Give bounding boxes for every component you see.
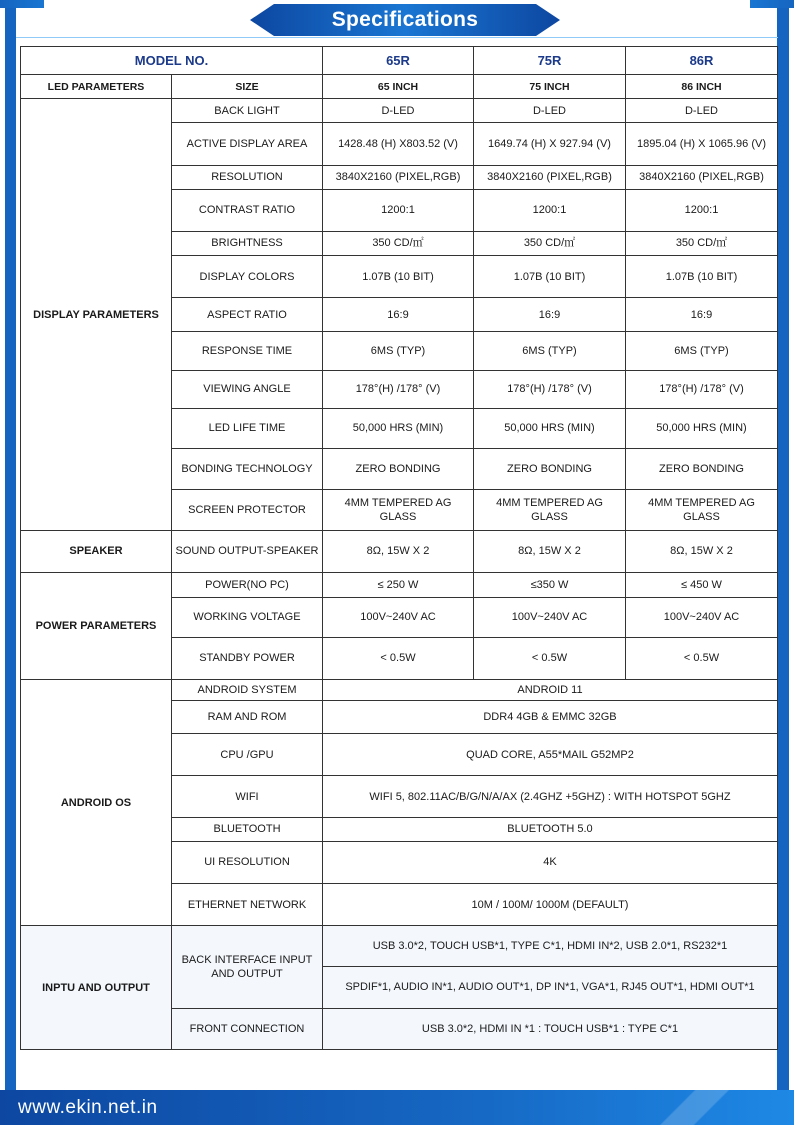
param-label: CONTRAST RATIO: [172, 189, 323, 231]
header-rule: [16, 37, 778, 38]
value-all-models: 10M / 100M/ 1000M (DEFAULT): [323, 883, 778, 925]
value-86r: D-LED: [626, 99, 778, 123]
value-all-models: USB 3.0*2, HDMI IN *1 : TOUCH USB*1 : TYPE C*1: [323, 1008, 778, 1049]
param-label: BACK INTERFACE INPUT AND OUTPUT: [172, 926, 323, 1008]
value-75r: 1.07B (10 BIT): [474, 255, 626, 297]
model-86r: 86R: [626, 47, 778, 75]
value-86r: 16:9: [626, 298, 778, 332]
value-all-models: 4K: [323, 841, 778, 883]
param-label: LED LIFE TIME: [172, 408, 323, 448]
spec-row: [21, 680, 778, 701]
title-banner: [250, 4, 560, 36]
model-75r: 75R: [474, 47, 626, 75]
model-no-label: MODEL NO.: [21, 47, 323, 75]
value-65r: 100V~240V AC: [323, 597, 474, 637]
model-header-row: [21, 47, 778, 75]
model-65r: 65R: [323, 47, 474, 75]
value-75r: ≤350 W: [474, 572, 626, 597]
size-86r: 86 INCH: [626, 75, 778, 99]
spec-row: [21, 572, 778, 597]
value-75r: 4MM TEMPERED AG GLASS: [474, 490, 626, 531]
value-65r: 16:9: [323, 298, 474, 332]
display-parameters-category: DISPLAY PARAMETERS: [21, 99, 172, 531]
param-label: BONDING TECHNOLOGY: [172, 448, 323, 489]
param-label: ETHERNET NETWORK: [172, 883, 323, 925]
param-label: BACK LIGHT: [172, 99, 323, 123]
value-86r: 3840X2160 (PIXEL,RGB): [626, 165, 778, 189]
value-65r: ≤ 250 W: [323, 572, 474, 597]
param-label: RESOLUTION: [172, 165, 323, 189]
value-86r: ≤ 450 W: [626, 572, 778, 597]
left-border-bar: [5, 0, 16, 1090]
value-65r: 6MS (TYP): [323, 332, 474, 370]
value-75r: 1649.74 (H) X 927.94 (V): [474, 123, 626, 165]
value-65r: < 0.5W: [323, 637, 474, 679]
value-86r: 50,000 HRS (MIN): [626, 408, 778, 448]
value-65r: ZERO BONDING: [323, 448, 474, 489]
param-label: RAM AND ROM: [172, 701, 323, 734]
value-75r: < 0.5W: [474, 637, 626, 679]
corner-accent-left: [0, 0, 44, 8]
value-all-models: QUAD CORE, A55*MAIL G52MP2: [323, 734, 778, 776]
value-75r: 16:9: [474, 298, 626, 332]
param-label: ACTIVE DISPLAY AREA: [172, 123, 323, 165]
param-label: DISPLAY COLORS: [172, 255, 323, 297]
speaker-category: SPEAKER: [21, 531, 172, 572]
value-86r: 1.07B (10 BIT): [626, 255, 778, 297]
spec-row: [21, 99, 778, 123]
param-label: ANDROID SYSTEM: [172, 680, 323, 701]
value-75r: 178°(H) /178° (V): [474, 370, 626, 408]
size-row: [21, 75, 778, 99]
value-all-models: WIFI 5, 802.11AC/B/G/N/A/AX (2.4GHZ +5GHZ) : WITH HOTSPOT 5GHZ: [323, 776, 778, 817]
value-all-models: USB 3.0*2, TOUCH USB*1, TYPE C*1, HDMI IN*2, USB 2.0*1, RS232*1: [323, 926, 778, 967]
value-75r: 8Ω, 15W X 2: [474, 531, 626, 572]
value-75r: 350 CD/㎡: [474, 231, 626, 255]
value-86r: 1895.04 (H) X 1065.96 (V): [626, 123, 778, 165]
value-86r: 100V~240V AC: [626, 597, 778, 637]
value-65r: D-LED: [323, 99, 474, 123]
value-75r: D-LED: [474, 99, 626, 123]
param-label: RESPONSE TIME: [172, 332, 323, 370]
corner-accent-right: [750, 0, 794, 8]
value-65r: 1.07B (10 BIT): [323, 255, 474, 297]
footer-bar: [0, 1090, 794, 1125]
value-75r: 1200:1: [474, 189, 626, 231]
param-label: BLUETOOTH: [172, 817, 323, 841]
param-label: CPU /GPU: [172, 734, 323, 776]
value-65r: 1428.48 (H) X803.52 (V): [323, 123, 474, 165]
value-all-models: ANDROID 11: [323, 680, 778, 701]
param-label: ASPECT RATIO: [172, 298, 323, 332]
power-parameters-category: POWER PARAMETERS: [21, 572, 172, 680]
value-86r: 178°(H) /178° (V): [626, 370, 778, 408]
param-label: WORKING VOLTAGE: [172, 597, 323, 637]
value-75r: 3840X2160 (PIXEL,RGB): [474, 165, 626, 189]
value-all-models: DDR4 4GB & EMMC 32GB: [323, 701, 778, 734]
value-75r: 50,000 HRS (MIN): [474, 408, 626, 448]
value-86r: 1200:1: [626, 189, 778, 231]
value-86r: < 0.5W: [626, 637, 778, 679]
param-label: BRIGHTNESS: [172, 231, 323, 255]
param-label: SOUND OUTPUT-SPEAKER: [172, 531, 323, 572]
value-65r: 3840X2160 (PIXEL,RGB): [323, 165, 474, 189]
value-86r: ZERO BONDING: [626, 448, 778, 489]
value-75r: 6MS (TYP): [474, 332, 626, 370]
specifications-table: [20, 46, 778, 1050]
footer-decoration: [604, 1090, 794, 1125]
input-output-category: INPTU AND OUTPUT: [21, 926, 172, 1050]
android-os-category: ANDROID OS: [21, 680, 172, 926]
value-86r: 8Ω, 15W X 2: [626, 531, 778, 572]
value-75r: ZERO BONDING: [474, 448, 626, 489]
value-all-models: SPDIF*1, AUDIO IN*1, AUDIO OUT*1, DP IN*1, VGA*1, RJ45 OUT*1, HDMI OUT*1: [323, 967, 778, 1008]
value-86r: 6MS (TYP): [626, 332, 778, 370]
right-border-bar: [777, 0, 789, 1090]
value-75r: 100V~240V AC: [474, 597, 626, 637]
led-parameters-label: LED PARAMETERS: [21, 75, 172, 99]
spec-row: [21, 926, 778, 967]
value-86r: 350 CD/㎡: [626, 231, 778, 255]
value-65r: 1200:1: [323, 189, 474, 231]
value-all-models: BLUETOOTH 5.0: [323, 817, 778, 841]
value-65r: 50,000 HRS (MIN): [323, 408, 474, 448]
website-link[interactable]: www.ekin.net.in: [18, 1096, 158, 1118]
param-label: FRONT CONNECTION: [172, 1008, 323, 1049]
param-label: VIEWING ANGLE: [172, 370, 323, 408]
size-75r: 75 INCH: [474, 75, 626, 99]
param-label: SCREEN PROTECTOR: [172, 490, 323, 531]
size-65r: 65 INCH: [323, 75, 474, 99]
size-label: SIZE: [172, 75, 323, 99]
value-65r: 178°(H) /178° (V): [323, 370, 474, 408]
value-86r: 4MM TEMPERED AG GLASS: [626, 490, 778, 531]
param-label: WIFI: [172, 776, 323, 817]
param-label: STANDBY POWER: [172, 637, 323, 679]
page-title: Specifications: [331, 8, 479, 31]
value-65r: 8Ω, 15W X 2: [323, 531, 474, 572]
value-65r: 4MM TEMPERED AG GLASS: [323, 490, 474, 531]
value-65r: 350 CD/㎡: [323, 231, 474, 255]
param-label: UI RESOLUTION: [172, 841, 323, 883]
speaker-row: [21, 531, 778, 572]
param-label: POWER(NO PC): [172, 572, 323, 597]
